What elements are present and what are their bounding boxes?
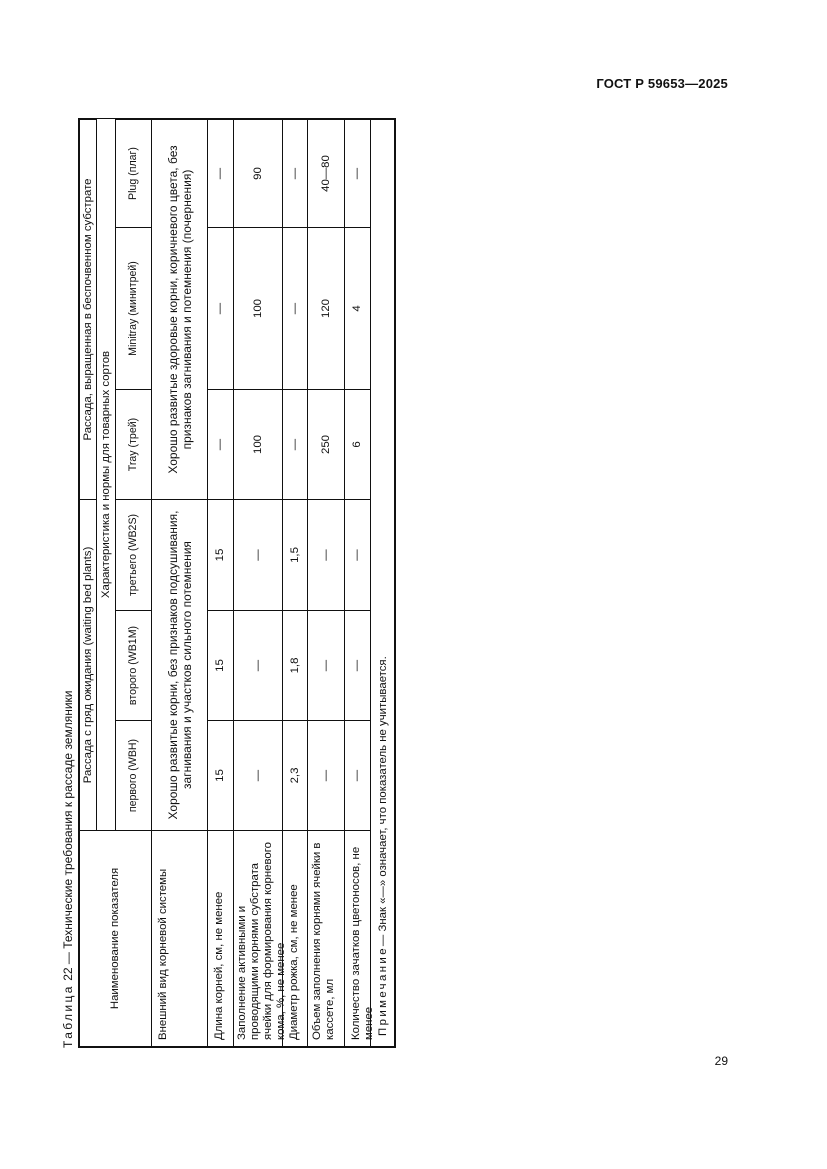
cell-filling-wb1m: — bbox=[233, 610, 283, 721]
row-label-cell-filling: Заполнение активными и проводящими корнями субстрата ячейки для формирования корневого кома, %, не менее bbox=[233, 830, 283, 1048]
row-label-fill-volume: Объем заполнения корнями ячейки в кассете, мл bbox=[307, 830, 345, 1048]
header-indicator: Наименование показателя bbox=[78, 830, 152, 1048]
cell-buds-minitray: 4 bbox=[344, 227, 371, 390]
cell-filling-minitray: 100 bbox=[233, 227, 283, 390]
cell-volume-tray: 250 bbox=[307, 389, 345, 500]
row-label-crown-diameter: Диаметр рожка, см, не менее bbox=[282, 830, 308, 1048]
header-group-waiting-bed: Рассада с гряд ожидания (waiting bed plants) bbox=[78, 499, 97, 831]
cell-buds-wb2s: — bbox=[344, 499, 371, 611]
page-number: 29 bbox=[714, 1054, 728, 1068]
header-col-minitray: Minitray (минитрей) bbox=[115, 227, 152, 390]
cell-volume-wb2s: — bbox=[307, 499, 345, 611]
note-text: — Знак «—» означает, что показатель не учитывается. bbox=[376, 656, 389, 947]
cell-buds-tray: 6 bbox=[344, 389, 371, 500]
cell-filling-tray: 100 bbox=[233, 389, 283, 500]
cell-diameter-plug: — bbox=[282, 118, 308, 228]
cell-volume-wbh: — bbox=[307, 720, 345, 831]
cell-diameter-wbh: 2,3 bbox=[282, 720, 308, 831]
cell-volume-minitray: 120 bbox=[307, 227, 345, 390]
cell-buds-wb1m: — bbox=[344, 610, 371, 721]
cell-diameter-tray: — bbox=[282, 389, 308, 500]
cell-filling-wb2s: — bbox=[233, 499, 283, 611]
cell-volume-plug: 40—80 bbox=[307, 118, 345, 228]
cell-appearance-soilless: Хорошо развитые здоровые корни, коричневого цвета, без признаков загнивания и потемнения (почернения) bbox=[151, 118, 208, 500]
header-group-soilless: Рассада, выращенная в беспочвенном субстрате bbox=[78, 118, 97, 500]
table-caption bbox=[58, 118, 78, 1048]
header-col-wb1m: второго (WB1M) bbox=[115, 610, 152, 721]
caption-text: 22 — Технические требования к рассаде земляники bbox=[61, 690, 75, 985]
cell-diameter-wb2s: 1,5 bbox=[282, 499, 308, 611]
cell-root-length-wb2s: 15 bbox=[207, 499, 234, 611]
row-label-flower-buds: Количество зачатков цветоносов, не менее bbox=[344, 830, 371, 1048]
row-label-appearance: Внешний вид корневой системы bbox=[151, 830, 208, 1048]
header-col-wb2s: третьего (WB2S) bbox=[115, 499, 152, 611]
cell-root-length-wb1m: 15 bbox=[207, 610, 234, 721]
header-col-wbh: первого (WBH) bbox=[115, 720, 152, 831]
rotated-table-block bbox=[58, 118, 403, 1048]
cell-volume-wb1m: — bbox=[307, 610, 345, 721]
cell-root-length-minitray: — bbox=[207, 227, 234, 390]
table-note bbox=[370, 118, 396, 1048]
cell-root-length-wbh: 15 bbox=[207, 720, 234, 831]
cell-buds-plug: — bbox=[344, 118, 371, 228]
cell-diameter-minitray: — bbox=[282, 227, 308, 390]
row-label-root-length: Длина корней, см, не менее bbox=[207, 830, 234, 1048]
cell-appearance-waiting-bed: Хорошо развитые корни, без признаков подсушивания, загнивания и участков сильного потемнения bbox=[151, 499, 208, 831]
cell-filling-wbh: — bbox=[233, 720, 283, 831]
cell-buds-wbh: — bbox=[344, 720, 371, 831]
header-characteristics: Характеристика и нормы для товарных сортов bbox=[96, 118, 116, 831]
header-col-plug: Plug (плаг) bbox=[115, 118, 152, 228]
cell-diameter-wb1m: 1,8 bbox=[282, 610, 308, 721]
note-label: Примечание bbox=[376, 946, 389, 1036]
cell-root-length-tray: — bbox=[207, 389, 234, 500]
cell-filling-plug: 90 bbox=[233, 118, 283, 228]
caption-prefix: Таблица bbox=[61, 984, 75, 1048]
document-code: ГОСТ Р 59653—2025 bbox=[596, 76, 728, 91]
cell-root-length-plug: — bbox=[207, 118, 234, 228]
header-col-tray: Tray (трей) bbox=[115, 389, 152, 500]
requirements-table bbox=[78, 118, 398, 1048]
